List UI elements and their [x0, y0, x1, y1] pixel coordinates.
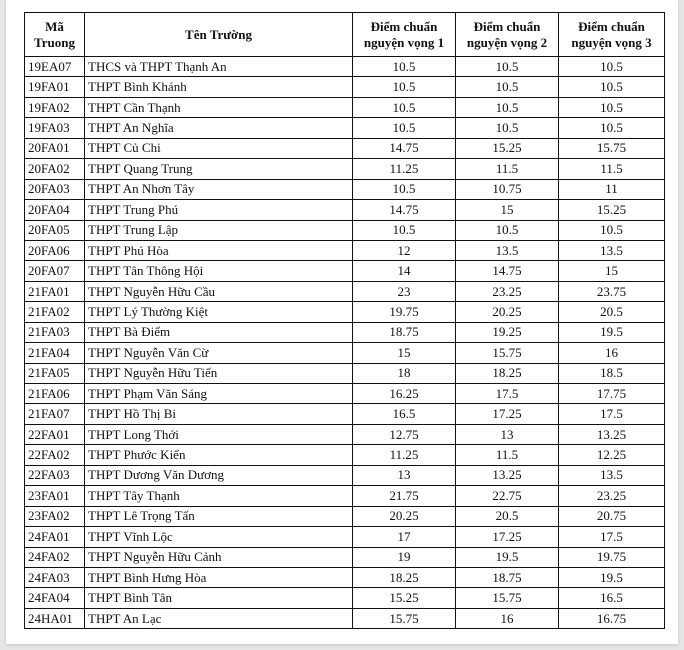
score-nv2-cell: 23.25: [456, 281, 559, 301]
score-nv1-cell: 23: [353, 281, 456, 301]
school-code-cell: 20FA07: [25, 261, 85, 281]
school-code-cell: 19EA07: [25, 57, 85, 77]
school-code-cell: 19FA01: [25, 77, 85, 97]
school-name-cell: THPT Nguyễn Hữu Cầu: [85, 281, 353, 301]
score-nv3-cell: 17.5: [559, 404, 665, 424]
school-code-cell: 21FA07: [25, 404, 85, 424]
score-nv3-cell: 10.5: [559, 97, 665, 117]
score-nv1-cell: 19.75: [353, 302, 456, 322]
score-nv2-cell: 15: [456, 200, 559, 220]
table-row: [25, 343, 665, 363]
score-nv2-cell: 18.75: [456, 567, 559, 587]
score-nv1-cell: 10.5: [353, 118, 456, 138]
table-row: [25, 159, 665, 179]
header-score-nv3: Điểm chuẩn nguyện vọng 3: [559, 13, 665, 57]
school-name-cell: THPT Quang Trung: [85, 159, 353, 179]
score-nv3-cell: 13.5: [559, 240, 665, 260]
score-nv2-cell: 15.25: [456, 138, 559, 158]
table-row: [25, 424, 665, 444]
table-row: [25, 281, 665, 301]
score-nv3-cell: 20.75: [559, 506, 665, 526]
table-row: [25, 179, 665, 199]
score-nv1-cell: 18: [353, 363, 456, 383]
score-nv1-cell: 10.5: [353, 77, 456, 97]
score-nv2-cell: 17.5: [456, 384, 559, 404]
score-nv1-cell: 10.5: [353, 57, 456, 77]
school-code-cell: 20FA02: [25, 159, 85, 179]
score-nv3-cell: 11: [559, 179, 665, 199]
table-body: [25, 57, 665, 629]
school-code-cell: 23FA02: [25, 506, 85, 526]
school-name-cell: THCS và THPT Thạnh An: [85, 57, 353, 77]
score-nv3-cell: 16: [559, 343, 665, 363]
header-school-name: Tên Trường: [85, 13, 353, 57]
school-code-cell: 23FA01: [25, 486, 85, 506]
table-row: [25, 200, 665, 220]
school-code-cell: 21FA03: [25, 322, 85, 342]
school-name-cell: THPT Bà Điểm: [85, 322, 353, 342]
score-nv2-cell: 14.75: [456, 261, 559, 281]
score-nv1-cell: 18.75: [353, 322, 456, 342]
score-nv2-cell: 10.5: [456, 118, 559, 138]
table-row: [25, 486, 665, 506]
school-code-cell: 19FA02: [25, 97, 85, 117]
school-name-cell: THPT Tây Thạnh: [85, 486, 353, 506]
score-nv3-cell: 23.25: [559, 486, 665, 506]
table-row: [25, 322, 665, 342]
school-name-cell: THPT Phước Kiển: [85, 445, 353, 465]
school-name-cell: THPT Vĩnh Lộc: [85, 527, 353, 547]
table-row: [25, 608, 665, 628]
school-code-cell: 22FA03: [25, 465, 85, 485]
score-nv2-cell: 11.5: [456, 445, 559, 465]
school-name-cell: THPT Lý Thường Kiệt: [85, 302, 353, 322]
school-name-cell: THPT Phạm Văn Sáng: [85, 384, 353, 404]
score-nv3-cell: 12.25: [559, 445, 665, 465]
school-code-cell: 19FA03: [25, 118, 85, 138]
score-nv2-cell: 18.25: [456, 363, 559, 383]
score-nv1-cell: 16.25: [353, 384, 456, 404]
school-name-cell: THPT Bình Hưng Hòa: [85, 567, 353, 587]
school-code-cell: 20FA03: [25, 179, 85, 199]
score-nv1-cell: 15.25: [353, 588, 456, 608]
table-row: [25, 302, 665, 322]
score-nv1-cell: 11.25: [353, 445, 456, 465]
school-code-cell: 24FA03: [25, 567, 85, 587]
table-row: [25, 57, 665, 77]
score-nv1-cell: 16.5: [353, 404, 456, 424]
admission-scores-table: [24, 12, 665, 629]
school-code-cell: 20FA06: [25, 240, 85, 260]
score-nv1-cell: 14.75: [353, 200, 456, 220]
score-nv2-cell: 20.25: [456, 302, 559, 322]
score-nv2-cell: 22.75: [456, 486, 559, 506]
score-nv1-cell: 19: [353, 547, 456, 567]
score-nv1-cell: 12: [353, 240, 456, 260]
document-page: [6, 0, 678, 644]
school-name-cell: THPT An Nhơn Tây: [85, 179, 353, 199]
score-nv3-cell: 10.5: [559, 57, 665, 77]
score-nv1-cell: 15.75: [353, 608, 456, 628]
header-score-nv2: Điểm chuẩn nguyện vọng 2: [456, 13, 559, 57]
score-nv3-cell: 15: [559, 261, 665, 281]
header-score-nv1: Điểm chuẩn nguyện vọng 1: [353, 13, 456, 57]
school-name-cell: THPT Cần Thạnh: [85, 97, 353, 117]
school-code-cell: 21FA04: [25, 343, 85, 363]
school-code-cell: 20FA05: [25, 220, 85, 240]
score-nv3-cell: 16.75: [559, 608, 665, 628]
score-nv1-cell: 21.75: [353, 486, 456, 506]
score-nv2-cell: 19.25: [456, 322, 559, 342]
table-row: [25, 363, 665, 383]
table-row: [25, 138, 665, 158]
school-name-cell: THPT Phú Hòa: [85, 240, 353, 260]
score-nv3-cell: 17.75: [559, 384, 665, 404]
table-row: [25, 465, 665, 485]
score-nv2-cell: 13: [456, 424, 559, 444]
score-nv2-cell: 13.5: [456, 240, 559, 260]
table-row: [25, 261, 665, 281]
score-nv2-cell: 15.75: [456, 588, 559, 608]
score-nv1-cell: 14: [353, 261, 456, 281]
table-row: [25, 384, 665, 404]
score-nv2-cell: 10.5: [456, 220, 559, 240]
school-name-cell: THPT Lê Trọng Tấn: [85, 506, 353, 526]
score-nv3-cell: 20.5: [559, 302, 665, 322]
score-nv2-cell: 10.5: [456, 57, 559, 77]
score-nv3-cell: 18.5: [559, 363, 665, 383]
school-code-cell: 24FA01: [25, 527, 85, 547]
table-row: [25, 588, 665, 608]
score-nv3-cell: 10.5: [559, 77, 665, 97]
school-code-cell: 22FA02: [25, 445, 85, 465]
score-nv2-cell: 15.75: [456, 343, 559, 363]
school-name-cell: THPT Nguyễn Hữu Cảnh: [85, 547, 353, 567]
table-row: [25, 404, 665, 424]
score-nv1-cell: 13: [353, 465, 456, 485]
score-nv1-cell: 18.25: [353, 567, 456, 587]
score-nv2-cell: 10.75: [456, 179, 559, 199]
score-nv1-cell: 11.25: [353, 159, 456, 179]
score-nv3-cell: 13.25: [559, 424, 665, 444]
school-name-cell: THPT Trung Lập: [85, 220, 353, 240]
score-nv3-cell: 16.5: [559, 588, 665, 608]
school-code-cell: 24FA02: [25, 547, 85, 567]
score-nv3-cell: 19.5: [559, 567, 665, 587]
school-name-cell: THPT Nguyễn Văn Cừ: [85, 343, 353, 363]
score-nv3-cell: 11.5: [559, 159, 665, 179]
score-nv3-cell: 15.25: [559, 200, 665, 220]
score-nv2-cell: 11.5: [456, 159, 559, 179]
score-nv1-cell: 14.75: [353, 138, 456, 158]
school-name-cell: THPT Bình Khánh: [85, 77, 353, 97]
score-nv2-cell: 10.5: [456, 77, 559, 97]
score-nv2-cell: 10.5: [456, 97, 559, 117]
score-nv1-cell: 12.75: [353, 424, 456, 444]
school-code-cell: 21FA01: [25, 281, 85, 301]
table-header-row: [25, 13, 665, 57]
score-nv1-cell: 20.25: [353, 506, 456, 526]
score-nv2-cell: 20.5: [456, 506, 559, 526]
table-row: [25, 527, 665, 547]
table-row: [25, 220, 665, 240]
score-nv1-cell: 10.5: [353, 179, 456, 199]
score-nv3-cell: 10.5: [559, 118, 665, 138]
school-code-cell: 24HA01: [25, 608, 85, 628]
score-nv2-cell: 13.25: [456, 465, 559, 485]
table-row: [25, 240, 665, 260]
score-nv1-cell: 10.5: [353, 97, 456, 117]
school-code-cell: 21FA02: [25, 302, 85, 322]
table-row: [25, 445, 665, 465]
school-code-cell: 24FA04: [25, 588, 85, 608]
school-name-cell: THPT Hồ Thị Bi: [85, 404, 353, 424]
school-code-cell: 21FA05: [25, 363, 85, 383]
school-name-cell: THPT Nguyễn Hữu Tiến: [85, 363, 353, 383]
school-code-cell: 20FA01: [25, 138, 85, 158]
school-name-cell: THPT An Nghĩa: [85, 118, 353, 138]
table-row: [25, 567, 665, 587]
school-name-cell: THPT Tân Thông Hội: [85, 261, 353, 281]
school-name-cell: THPT Củ Chi: [85, 138, 353, 158]
school-code-cell: 22FA01: [25, 424, 85, 444]
header-school-code: Mã Truong: [25, 13, 85, 57]
school-code-cell: 20FA04: [25, 200, 85, 220]
school-name-cell: THPT Dương Văn Dương: [85, 465, 353, 485]
score-nv1-cell: 15: [353, 343, 456, 363]
score-nv3-cell: 13.5: [559, 465, 665, 485]
score-nv1-cell: 17: [353, 527, 456, 547]
score-nv3-cell: 10.5: [559, 220, 665, 240]
table-row: [25, 118, 665, 138]
school-name-cell: THPT Trung Phú: [85, 200, 353, 220]
school-name-cell: THPT Bình Tân: [85, 588, 353, 608]
school-code-cell: 21FA06: [25, 384, 85, 404]
school-name-cell: THPT An Lạc: [85, 608, 353, 628]
score-nv3-cell: 19.75: [559, 547, 665, 567]
score-nv3-cell: 19.5: [559, 322, 665, 342]
score-nv3-cell: 15.75: [559, 138, 665, 158]
table-row: [25, 97, 665, 117]
score-nv2-cell: 19.5: [456, 547, 559, 567]
score-nv2-cell: 17.25: [456, 527, 559, 547]
score-nv3-cell: 23.75: [559, 281, 665, 301]
table-row: [25, 77, 665, 97]
score-nv2-cell: 17.25: [456, 404, 559, 424]
score-nv2-cell: 16: [456, 608, 559, 628]
school-name-cell: THPT Long Thới: [85, 424, 353, 444]
table-row: [25, 506, 665, 526]
score-nv3-cell: 17.5: [559, 527, 665, 547]
table-row: [25, 547, 665, 567]
score-nv1-cell: 10.5: [353, 220, 456, 240]
